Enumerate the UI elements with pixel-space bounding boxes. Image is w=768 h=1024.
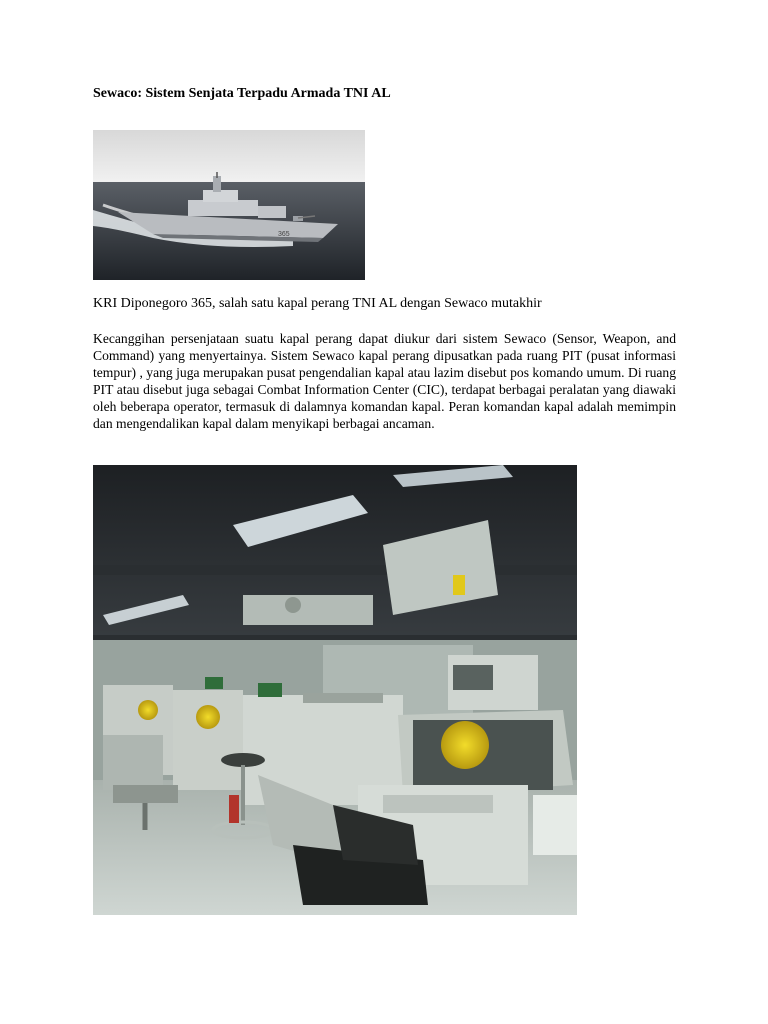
hull-number: 365: [278, 231, 290, 238]
warship-photo: [93, 130, 365, 280]
photo-caption: KRI Diponegoro 365, salah satu kapal perang TNI AL dengan Sewaco mutakhir: [93, 296, 542, 311]
body-paragraph: Kecanggihan persenjataan suatu kapal perang dapat diukur dari sistem Sewaco (Sensor, Weapon, and Command) yang menyertainya. Sistem Sewaco kapal perang dipusatkan pada ruang PIT (pusat informasi tempur) , yang juga merupakan pusat pengendalian kapal atau lazim disebut pos komando umum. Di ruang PIT atau disebut juga sebagai Combat Information Center (CIC), terdapat berbagai peralatan yang diawaki oleh beberapa operator, termasuk di dalamnya komandan kapal. Peran komandan kapal adalah memimpin dan mengendalikan kapal dalam menyikapi berbagai ancaman.: [93, 331, 676, 431]
document-title: Sewaco: Sistem Senjata Terpadu Armada TNI AL: [93, 86, 391, 101]
cic-room-photo: [93, 465, 577, 915]
